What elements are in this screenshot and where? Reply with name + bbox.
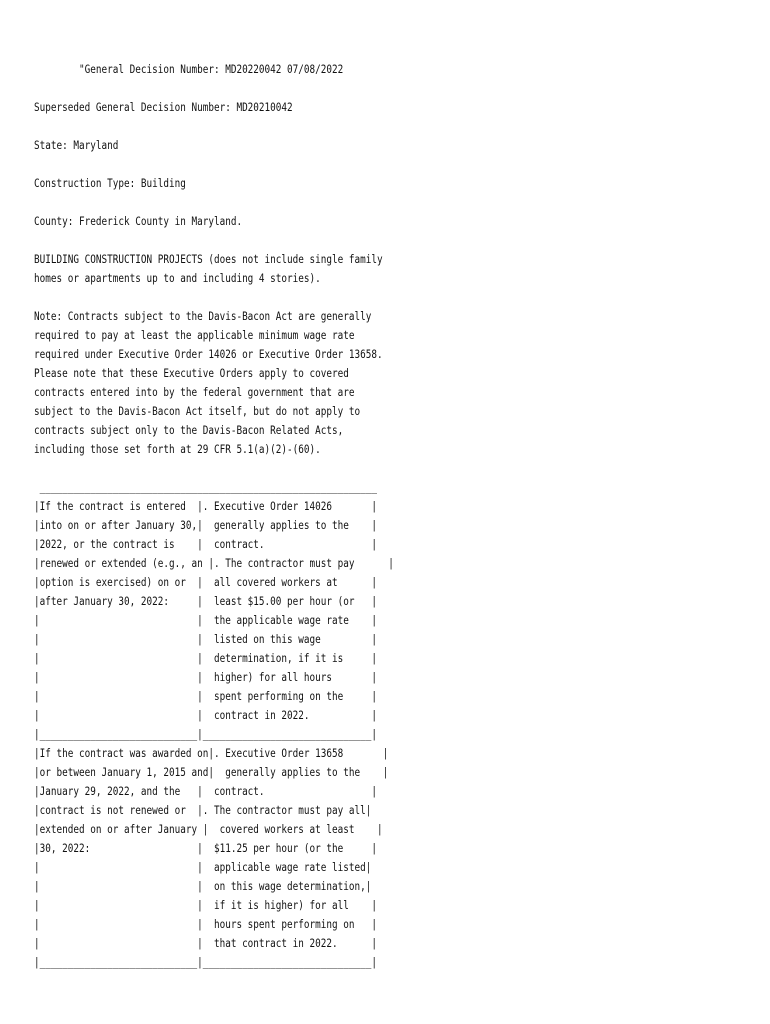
note-line: including those set forth at 29 CFR 5.1(a)(2)-(60). (34, 442, 321, 456)
table-line: | | on this wage determination,| (34, 879, 372, 893)
note-line: contracts subject only to the Davis-Bacon Related Acts, (34, 423, 344, 437)
table-line: | | spent performing on the | (34, 689, 378, 703)
note-line: required to pay at least the applicable minimum wage rate (34, 328, 355, 342)
note-line: Note: Contracts subject to the Davis-Bacon Act are generally (34, 309, 372, 323)
table-line: |extended on or after January | covered workers at least | (34, 822, 383, 836)
table-line: |2022, or the contract is | contract. | (34, 537, 378, 551)
table-line: | | applicable wage rate listed| (34, 860, 372, 874)
executive-order-table (34, 478, 734, 972)
spacer (34, 288, 734, 307)
table-line: |If the contract was awarded on|. Executive Order 13658 | (34, 746, 389, 760)
note-line: contracts entered into by the federal government that are (34, 385, 355, 399)
note-line: subject to the Davis-Bacon Act itself, but do not apply to (34, 404, 361, 418)
table-line: |January 29, 2022, and the | contract. | (34, 784, 378, 798)
table-line: |or between January 1, 2015 and| generally applies to the | (34, 765, 389, 779)
spacer (34, 459, 734, 478)
county-line: County: Frederick County in Maryland. (34, 214, 243, 228)
table-line: |after January 30, 2022: | least $15.00 per hour (or | (34, 594, 378, 608)
table-line: |____________________________|______________________________| (34, 727, 378, 741)
table-line: |contract is not renewed or |. The contractor must pay all| (34, 803, 372, 817)
table-line: | | determination, if it is | (34, 651, 378, 665)
general-decision-number: "General Decision Number: MD20220042 07/08/2022 (34, 62, 344, 76)
wage-determination-document (34, 60, 734, 972)
projects-line-1: BUILDING CONSTRUCTION PROJECTS (does not include single family (34, 252, 383, 266)
spacer (34, 79, 734, 98)
superseded-decision-number: Superseded General Decision Number: MD20210042 (34, 100, 293, 114)
state-line: State: Maryland (34, 138, 119, 152)
table-line: | | contract in 2022. | (34, 708, 378, 722)
table-line: | | if it is higher) for all | (34, 898, 378, 912)
spacer (34, 231, 734, 250)
table-line: | | higher) for all hours | (34, 670, 378, 684)
table-line: | | listed on this wage | (34, 632, 378, 646)
note-line: required under Executive Order 14026 or Executive Order 13658. (34, 347, 383, 361)
table-line: |into on or after January 30,| generally applies to the | (34, 518, 378, 532)
note-line: Please note that these Executive Orders apply to covered (34, 366, 349, 380)
table-line: |option is exercised) on or | all covered workers at | (34, 575, 378, 589)
spacer (34, 117, 734, 136)
projects-line-2: homes or apartments up to and including 4 stories). (34, 271, 321, 285)
table-line: | | hours spent performing on | (34, 917, 378, 931)
table-line: |renewed or extended (e.g., an |. The contractor must pay | (34, 556, 394, 570)
table-line: | | the applicable wage rate | (34, 613, 378, 627)
table-line: | | that contract in 2022. | (34, 936, 378, 950)
table-line: |____________________________|______________________________| (34, 955, 378, 969)
table-line: |30, 2022: | $11.25 per hour (or the | (34, 841, 378, 855)
table-line: |If the contract is entered |. Executive Order 14026 | (34, 499, 378, 513)
note-paragraph (34, 307, 734, 459)
spacer (34, 155, 734, 174)
table-line: ____________________________________________________________ (34, 480, 378, 494)
construction-type-line: Construction Type: Building (34, 176, 186, 190)
spacer (34, 193, 734, 212)
